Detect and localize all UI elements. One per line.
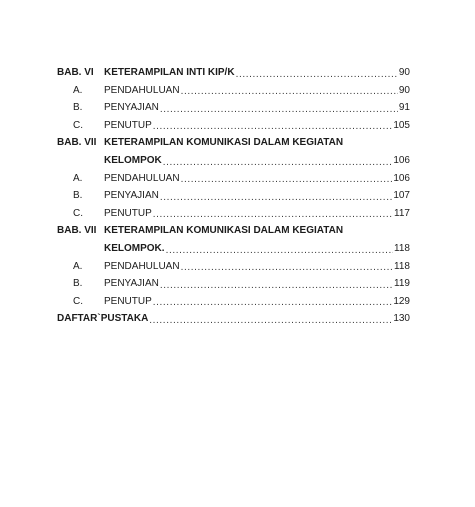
page-number: 90 xyxy=(398,84,410,96)
page-number: 129 xyxy=(393,295,410,307)
item-title: PENUTUP xyxy=(104,295,152,307)
chapter-title-line-2: KELOMPOK. xyxy=(104,242,165,254)
chapter-title-line-2: KELOMPOK xyxy=(104,154,162,166)
toc-item xyxy=(57,275,410,293)
item-title: PENUTUP xyxy=(104,119,152,131)
page-number: 107 xyxy=(393,190,410,202)
dot-leader xyxy=(149,310,392,328)
page-number: 118 xyxy=(394,260,410,272)
bibliography-title: DAFTAR`PUSTAKA xyxy=(57,313,149,325)
chapter-title: KETERAMPILAN INTI KIP/K xyxy=(104,67,235,78)
dot-leader xyxy=(163,152,393,170)
page-number: 117 xyxy=(394,207,410,219)
dot-leader xyxy=(160,99,398,117)
toc-item xyxy=(57,205,410,223)
dot-leader xyxy=(160,275,393,293)
chapter-number: BAB. VI xyxy=(57,67,94,78)
item-letter: A. xyxy=(73,260,83,272)
toc-item xyxy=(57,170,410,188)
item-letter: C. xyxy=(73,119,83,131)
item-letter: A. xyxy=(73,84,83,96)
dot-leader xyxy=(181,170,393,188)
page-number: 106 xyxy=(393,172,410,184)
item-title: PENYAJIAN xyxy=(104,102,159,114)
item-letter: B. xyxy=(73,102,83,114)
dot-leader xyxy=(236,64,398,82)
item-letter: B. xyxy=(73,278,83,290)
chapter-number: BAB. VII xyxy=(57,225,97,237)
table-of-contents xyxy=(57,64,410,328)
dot-leader xyxy=(181,82,398,100)
toc-chapter-7b xyxy=(57,222,410,240)
toc-item xyxy=(57,117,410,135)
dot-leader xyxy=(153,205,393,223)
item-title: PENDAHULUAN xyxy=(104,84,180,96)
toc-item xyxy=(57,187,410,205)
toc-chapter-7a xyxy=(57,134,410,152)
page-number: 130 xyxy=(393,313,410,325)
toc-bibliography xyxy=(57,310,410,328)
toc-item xyxy=(57,82,410,100)
page-number: 105 xyxy=(393,119,410,131)
toc-item xyxy=(57,258,410,276)
page-number: 106 xyxy=(393,154,410,166)
page-number: 119 xyxy=(394,278,410,290)
item-title: PENYAJIAN xyxy=(104,190,159,202)
item-title: PENUTUP xyxy=(104,207,152,219)
dot-leader xyxy=(181,258,393,276)
item-title: PENDAHULUAN xyxy=(104,260,180,272)
item-title: PENDAHULUAN xyxy=(104,172,180,184)
item-letter: A. xyxy=(73,172,83,184)
page-number: 90 xyxy=(398,67,410,78)
toc-chapter-7a-cont xyxy=(57,152,410,170)
page-number: 91 xyxy=(398,102,410,114)
item-letter: C. xyxy=(73,207,83,219)
chapter-title-line-1: KETERAMPILAN KOMUNIKASI DALAM KEGIATAN xyxy=(104,137,344,149)
chapter-title-line-1: KETERAMPILAN KOMUNIKASI DALAM KEGIATAN xyxy=(104,225,344,237)
page-number: 118 xyxy=(394,242,410,254)
dot-leader xyxy=(153,293,393,311)
item-title: PENYAJIAN xyxy=(104,278,159,290)
dot-leader xyxy=(153,117,393,135)
toc-item xyxy=(57,293,410,311)
chapter-number: BAB. VII xyxy=(57,137,97,149)
dot-leader xyxy=(166,240,393,258)
dot-leader xyxy=(160,187,392,205)
item-letter: B. xyxy=(73,190,83,202)
item-letter: C. xyxy=(73,295,83,307)
toc-item xyxy=(57,99,410,117)
toc-chapter-6 xyxy=(57,64,410,82)
toc-chapter-7b-cont xyxy=(57,240,410,258)
